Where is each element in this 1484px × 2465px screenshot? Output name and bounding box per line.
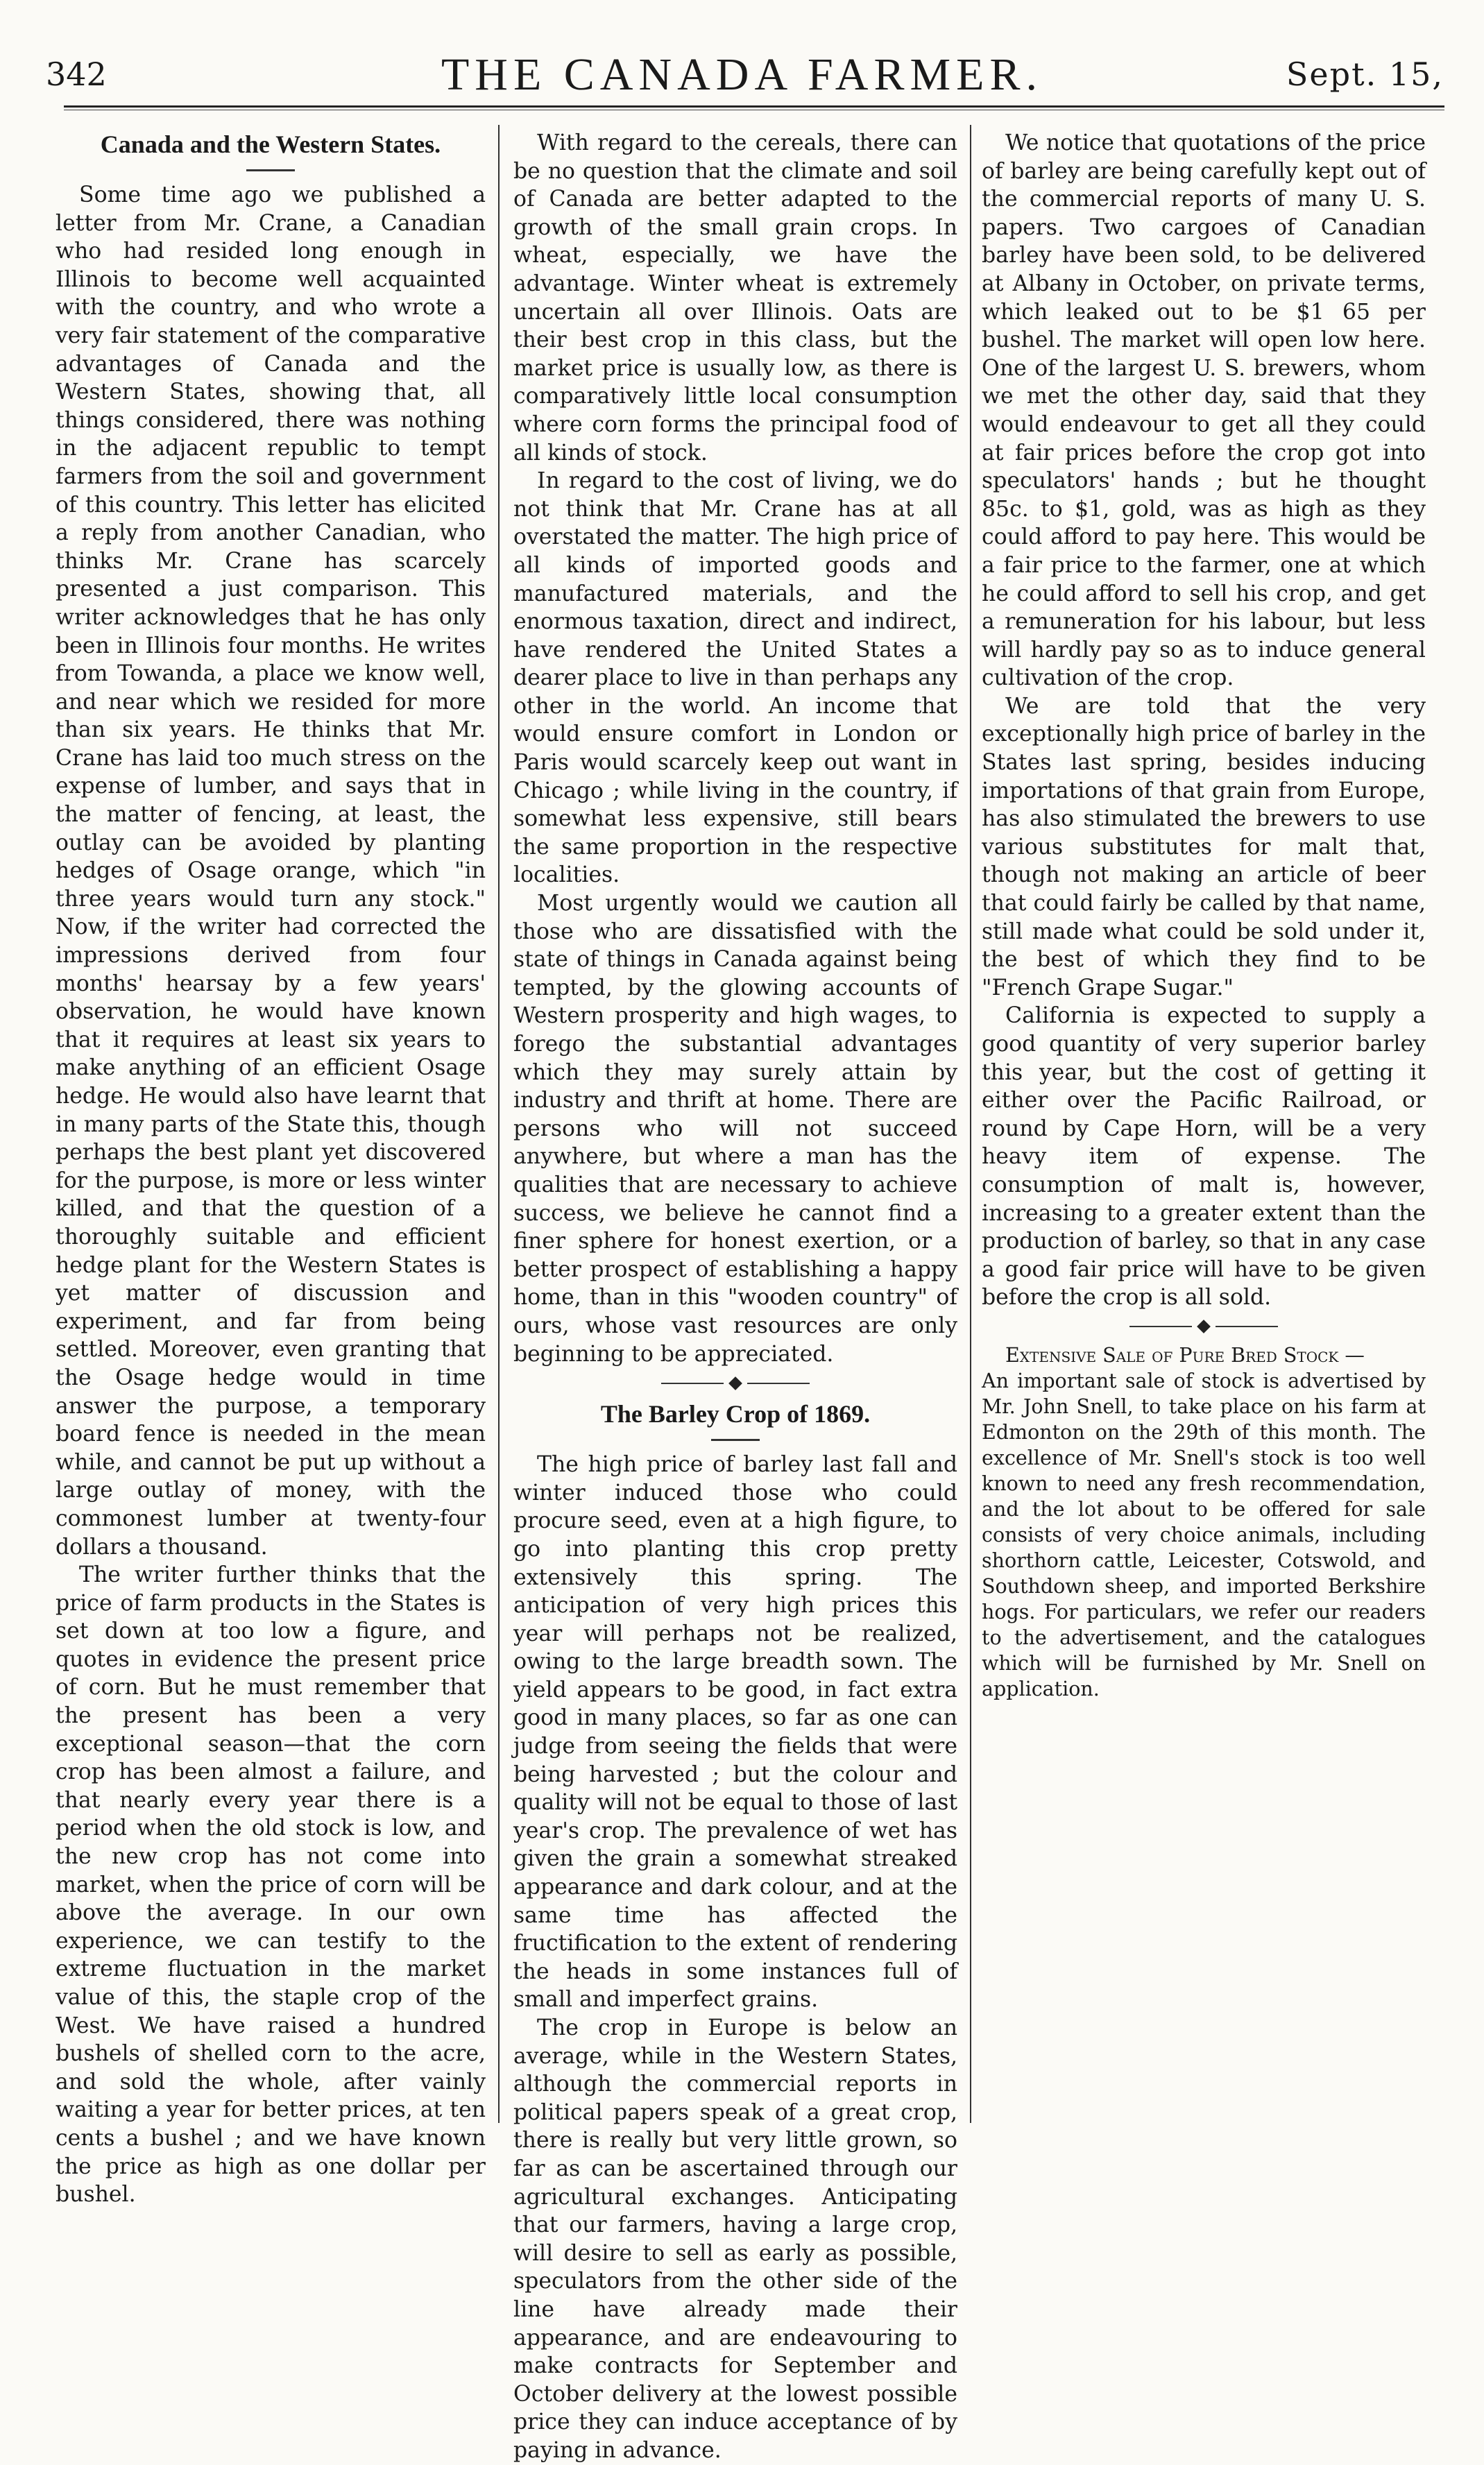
column-divider [970, 125, 971, 2123]
title-rule [711, 1439, 760, 1441]
header-rule [64, 105, 1444, 110]
article-title: Canada and the Western States. [100, 130, 441, 158]
title-rule [246, 169, 295, 171]
article-paragraph: The high price of barley last fall and winter induced those who could procure seed, even at a high figure, to go into planting this crop pretty extensively this spring. The anticipation of very high prices this year will perhaps not be realized, owing to the large breadth sown. The yield appears to be good, in fact extra good in many places, so far as one can judge from seeing the fields that were being harvested ; but the colour and quality will not be equal to those of last year's crop. The prevalence of wet has given the grain a somewhat streaked appearance and dark colour, and at the same time has affected the fructification to the extent of rendering the heads in some instances full of small and imperfect grains. [513, 1452, 957, 2013]
article-paragraph: In regard to the cost of living, we do not think that Mr. Crane has at all overstated the matter. The high price of all kinds of imported goods and manufactured materials, and the enormous taxation, direct and indirect, have rendered the United States a dearer place to live in than perhaps any other in the world. An income that would ensure comfort in London or Paris would scarcely keep out want in Chicago ; while living in the country, if somewhat less expensive, still bears the same proportion in the respective localities. [513, 468, 957, 888]
article-paragraph: We notice that quotations of the price of barley are being carefully kept out of the commercial reports of many U. S. papers. Two cargoes of Canadian barley have been sold, to be delivered at Albany in October, on private terms, which leaked out to be $1 65 per bushel. The market will open low here. One of the largest U. S. brewers, whom we met the other day, said that they would endeavour to get all they could at fair prices before the crop got into speculators' hands ; but he thought 85c. to $1, gold, was as high as they could afford to pay here. This would be a fair price to the farmer, one at which he could afford to sell his crop, and get a remuneration for his labour, but less will hardly pay so as to induce general cultivation of the crop. [982, 130, 1426, 691]
article-title: The Barley Crop of 1869. [600, 1400, 871, 1428]
notice-heading: Extensive Sale of Pure Bred Stock — [1005, 1343, 1365, 1367]
column-2 [513, 129, 957, 2463]
notice-paragraph: An important sale of stock is advertised by Mr. John Snell, to take place on his farm at Edmonton on the 29th of this month. The excellence of Mr. Snell's stock is too well known to need any fresh recommendation, and the lot about to be offered for sale consists of very choice animals, including shorthorn cattle, Leicester, Cotswold, and Southdown sheep, and imported Berkshire hogs. For particulars, we refer our readers to the advertisement, and the catalogues which will be furnished by Mr. Snell on application. [982, 1369, 1426, 1700]
article-paragraph: With regard to the cereals, there can be no question that the climate and soil of Canada are better adapted to the growth of the small grain crops. In wheat, especially, we have the advantage. Winter wheat is extremely uncertain all over Illinois. Oats are their best crop in this class, but the market price is usually low, as there is comparatively little local consumption where corn forms the principal food of all kinds of stock. [513, 130, 957, 466]
article-paragraph: California is expected to supply a good quantity of very superior barley this year, but the cost of getting it either over the Pacific Railroad, or round by Cape Horn, will be a very heavy item of expense. The consumption of malt is, however, increasing to a greater extent than the production of barley, so that in any case a good fair price will have to be given before the crop is all sold. [982, 1003, 1426, 1311]
article-paragraph: We are told that the very exceptionally high price of barley in the States last spring, besides inducing importations of that grain from Europe, has also stimulated the brewers to use various substitutes for malt that, though not making an article of beer that could fairly be called by that name, still made what could be sold under it, the best of which they find to be "French Grape Sugar." [982, 693, 1426, 1000]
column-1 [56, 129, 486, 2208]
section-ornament [982, 1312, 1426, 1342]
issue-date: Sept. 15, [1286, 56, 1444, 93]
article-paragraph: Most urgently would we caution all those who are dissatisfied with the state of things in Canada against being tempted, by the glowing accounts of Western prosperity and high wages, to forego the substantial advantages which they may surely attain by industry and thrift at home. There are persons who will not succeed anywhere, but where a man has the qualities that are necessary to achieve success, we believe he cannot find a finer sphere for honest exertion, or a better prospect of establishing a happy home, than in this "wooden country" of ours, whose vast resources are only beginning to be appreciated. [513, 891, 957, 1367]
article-paragraph: Some time ago we published a letter from Mr. Crane, a Canadian who had resided long enough in Illinois to become well acquainted with the country, and who wrote a very fair statement of the comparative advantages of Canada and the Western States, showing that, all things considered, there was nothing in the adjacent republic to tempt farmers from the soil and government of this country. This letter has elicited a reply from another Canadian, who thinks Mr. Crane has scarcely presented a just comparison. This writer acknowledges that he has only been in Illinois four months. He writes from Towanda, a place we know well, and near which we resided for more than six years. He thinks that Mr. Crane has laid too much stress on the expense of lumber, and says that in the matter of fencing, at least, the outlay can be avoided by planting hedges of Osage orange, which "in three years would turn any stock." Now, if the writer had corrected the impressions derived from four months' hearsay by a few years' observation, he would have known that it requires at least six years to make anything of an efficient Osage hedge. He would also have learnt that in many parts of the State this, though perhaps the best plant yet discovered for the purpose, is more or less winter killed, and that the question of a thoroughly suitable and efficient hedge plant for the Western States is yet matter of discussion and experiment, and far from being settled. Moreover, even granting that the Osage hedge would in time answer the purpose, a temporary board fence is needed in the mean while, and cannot be put up without a large outlay of money, with the commonest lumber at twenty-four dollars a thousand. [56, 182, 486, 1560]
article-paragraph: The writer further thinks that the price of farm products in the States is set down at too low a figure, and quotes in evidence the present price of corn. But he must remember that the present has been a very exceptional season—that the corn crop has been almost a failure, and that nearly every year there is a period when the old stock is low, and the new crop has not come into market, when the price of corn will be above the average. In our own experience, we can testify to the extreme fluctuation in the market value of this, the staple crop of the West. We have raised a hundred bushels of shelled corn to the acre, and sold the whole, after vainly waiting a year for better prices, at ten cents a bushel ; and we have known the price as high as one dollar per bushel. [56, 1562, 486, 2208]
page-number: 342 [46, 56, 107, 93]
newspaper-title: THE CANADA FARMER. [441, 49, 1043, 100]
column-divider [498, 125, 500, 2123]
column-3 [982, 129, 1426, 2148]
article-paragraph: The crop in Europe is below an average, while in the Western States, although the commercial reports in political papers speak of a great crop, there is really but very little grown, so far as can be ascertained through our agricultural exchanges. Anticipating that our farmers, having a large crop, will desire to sell as early as possible, speculators from the other side of the line have already made their appearance, and are endeavouring to make contracts for September and October delivery at the lowest possible price they can induce acceptance of by paying in advance. [513, 2015, 957, 2463]
page-header [0, 0, 1484, 104]
section-ornament [513, 1368, 957, 1399]
